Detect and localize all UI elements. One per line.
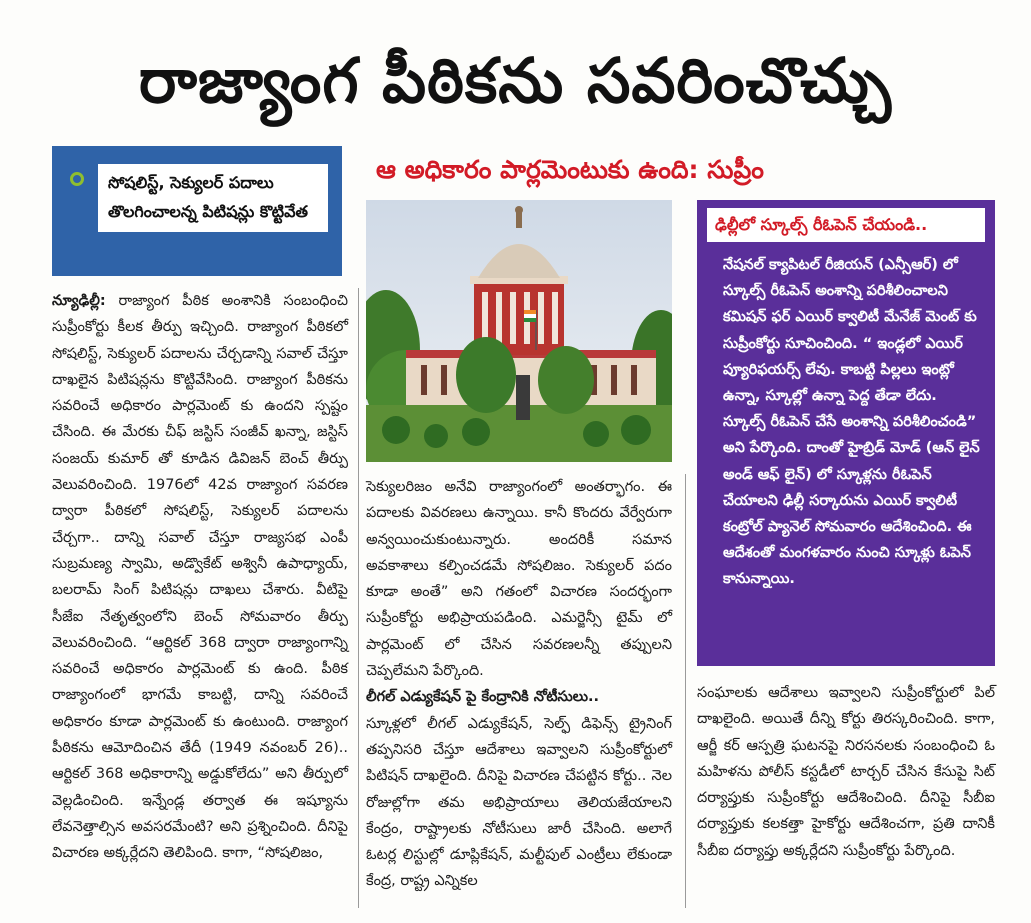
column-divider (685, 474, 686, 908)
column-divider (358, 288, 359, 908)
summary-row (70, 164, 328, 232)
column-2-body: సెక్యులరిజం అనేవి రాజ్యాంగంలో అంతర్భాగం. ఈ పదాలకు వివరణలు ఉన్నాయి. కానీ కొందరు వేర్వేరుగా అన్వయించుకుంటున్నారు. అందరికీ సమాన అవకాశాలు కల్పించడమే సోషలిజం. సెక్యులర్ పదం కూడా అంతే” అని గతంలో విచారణ సందర్భంగా సుప్రీంకోర్టు అభిప్రాయపడింది. ఎమర్జెన్సీ టైమ్ లో పార్లమెంట్ లో చేసిన సవరణలన్నీ తప్పులని చెప్పలేమని పేర్కొంది. (366, 479, 672, 680)
subheadline: ఆ అధికారం పార్లమెంటుకు ఉంది: సుప్రీం (376, 155, 764, 184)
bullet-circle-icon (70, 172, 84, 186)
column-3-body: సంఘాలకు ఆదేశాలు ఇవ్వాలని సుప్రీంకోర్టులో పిల్ దాఖలైంది. అయితే దీన్ని కోర్టు తిరస్కరించింది. కాగా, ఆర్జీ కర్ ఆస్పత్రి ఘటనపై నిరసనలకు సంబంధించి ఓ మహిళను పోలీస్ కస్టడీలో టార్చర్ చేసిన కేసుపై సిట్ దర్యాప్తుకు సుప్రీంకోర్టు ఆదేశించింది. దీనిపై సీబీఐ దర్యాప్తుకు కలకత్తా హైకోర్టు ఆదేశించగా, ప్రతి దానికీ సీబీఐ దర్యాప్తు అక్కర్లేదని సుప్రీంకోర్టు పేర్కొంది. (697, 685, 995, 859)
column-1-paragraph (52, 288, 348, 867)
sidebar-body: నేషనల్ క్యాపిటల్ రీజియన్ (ఎన్సీఆర్) లో స్కూల్స్ రీఓపెన్ అంశాన్ని పరిశీలించాలని కమిషన్ ఫర్ ఎయిర్ క్వాలిటీ మేనేజ్ మెంట్ కు సుప్రీంకోర్టు సూచించింది. “ ఇండ్లలో ఎయిర్ ప్యూరిఫయర్స్ లేవు. కాబట్టి పిల్లలు ఇంట్లో ఉన్నా, స్కూల్లో ఉన్నా పెద్ద తేడా లేదు. స్కూల్స్ రీఓపెన్ చేసే అంశాన్ని పరిశీలించండి” అని పేర్కొంది. దాంతో హైబ్రిడ్ మోడ్ (ఆన్ లైన్ అండ్ ఆఫ్ లైన్) లో స్కూళ్లను రీఓపెన్ చేయాలని ఢిల్లీ సర్కారును ఎయిర్ క్వాలిటీ కంట్రోల్ ప్యానెల్ సోమవారం ఆదేశించింది. ఈ ఆదేశంతో మంగళవారం నుంచి స్కూళ్లు ఓపెన్ కానున్నాయి. (723, 257, 980, 588)
summary-text: సోషలిస్ట్, సెక్యులర్ పదాలు తొలగించాలన్న పిటిషన్లు కొట్టివేత (98, 164, 328, 232)
column-2-body-2: స్కూళ్లలో లీగల్ ఎడ్యుకేషన్, సెల్ఫ్ డిఫెన్స్ ట్రైనింగ్ తప్పనిసరి చేస్తూ ఆదేశాలు ఇవ్వాలని సుప్రీంకోర్టులో పిటిషన్ దాఖలైంది. దీనిపై విచారణ చేపట్టిన కోర్టు.. నెల రోజుల్లోగా తమ అభిప్రాయాలు తెలియజేయాలని కేంద్రం, రాష్ట్రాలకు నోటీసులు జారీ చేసింది. అలాగే ఓటర్ల లిస్టుల్లో డూప్లికేషన్, మల్టీపుల్ ఎంట్రీలు లేకుండా కేంద్ర, రాష్ట్ర ఎన్నికల (366, 715, 672, 890)
column-2-subhead: లీగల్ ఎడ్యుకేషన్ పై కేంద్రానికి నోటీసులు.. (366, 689, 600, 706)
article-column-3 (697, 680, 995, 864)
dateline: న్యూఢిల్లీ: (52, 293, 106, 309)
sidebar-title: ఢిల్లీలో స్కూల్స్ రీఓపెన్ చేయండి.. (707, 208, 985, 242)
summary-box (52, 146, 342, 276)
supreme-court-building-image (366, 200, 672, 462)
article-column-1 (52, 288, 348, 867)
supreme-court-photo (366, 200, 672, 462)
sidebar-box (697, 200, 995, 666)
column-1-body: రాజ్యాంగ పీఠిక అంశానికి సంబంధించి సుప్రీంకోర్టు కీలక తీర్పు ఇచ్చింది. రాజ్యాంగ పీఠికలో సోషలిస్ట్, సెక్యులర్ పదాలను చేర్చడాన్ని సవాల్ చేస్తూ దాఖలైన పిటిషన్లను కొట్టివేసింది. రాజ్యాంగ పీఠికను సవరించే అధికారం పార్లమెంట్ కు ఉందని స్పష్టం చేసింది. ఈ మేరకు చీఫ్ జస్టిస్ సంజీవ్ ఖన్నా, జస్టిస్ సంజయ్ కుమార్ తో కూడిన డివిజన్ బెంచ్ తీర్పు వెలువరించింది. 1976లో 42వ రాజ్యాంగ సవరణ ద్వారా పీఠికలో సోషలిస్ట్, సెక్యులర్ పదాలను చేర్చగా.. దాన్ని సవాల్ చేస్తూ రాజ్యసభ ఎంపీ సుబ్రమణ్య స్వామి, అడ్వొకేట్ అశ్వినీ ఉపాధ్యాయ్, బలరామ్ సింగ్ పిటిషన్లు దాఖలు చేశారు. వీటిపై సీజేఐ నేతృత్వంలోని బెంచ్ సోమవారం తీర్పు వెలువరించింది. “ఆర్టికల్ 368 ద్వారా రాజ్యాంగాన్ని సవరించే అధికారం పార్లమెంట్ కు ఉంది. పీఠిక రాజ్యాంగంలో భాగమే కాబట్టి, దాన్ని సవరించే అధికారం కూడా పార్లమెంట్ కు ఉంటుంది. రాజ్యాంగ పీఠికను ఆమోదించిన తేదీ (1949 నవంబర్ 26).. ఆర్టికల్ 368 అధికారాన్ని అడ్డుకోలేదు” అని తీర్పులో వెల్లడించింది. ఇన్నేండ్ల తర్వాత ఈ ఇష్యూను లేవనెత్తాల్సిన అవసరమేంటి? అని ప్రశ్నించింది. దీనిపై విచారణ అక్కర్లేదని తెలిపింది. కాగా, “సోషలిజం, (52, 293, 348, 862)
article-column-2 (366, 474, 672, 895)
page-headline: రాజ్యాంగ పీఠికను సవరించొచ్చు (138, 44, 893, 117)
